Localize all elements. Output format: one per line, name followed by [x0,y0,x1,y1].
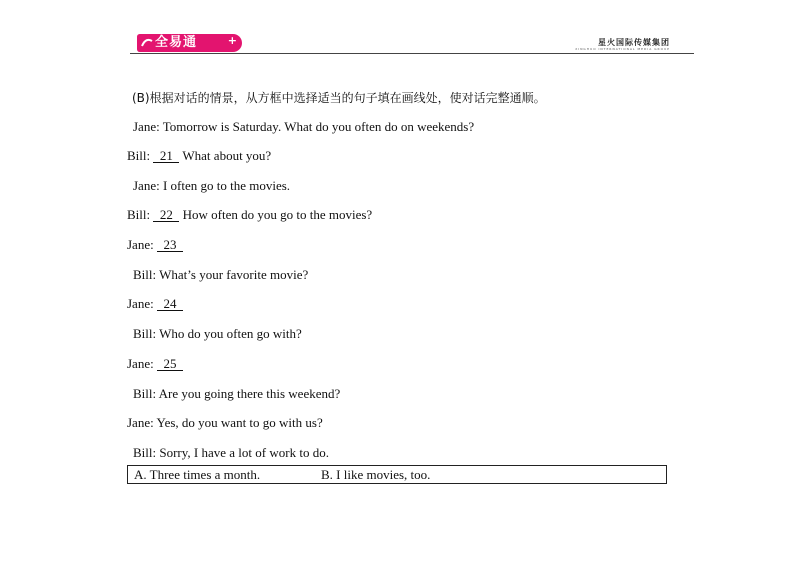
answer-blank-24[interactable]: 24 [157,297,183,311]
option-a: A. Three times a month. [134,467,261,482]
speaker: Bill: [133,386,157,401]
line-text: How often do you go to the movies? [182,207,373,222]
instruction: (B)根据对话的情景，从方框中选择适当的句子填在画线处，使对话完整通顺。 [132,91,546,105]
logo-text: 全易通 [155,35,198,50]
speaker: Bill: [133,326,157,341]
dialogue-line [127,296,183,312]
speaker: Bill: [127,207,151,222]
publisher-subtitle: XINGHUO INTERNATIONAL MEDIA GROUP [575,47,670,51]
answer-blank-21[interactable]: 21 [153,149,179,163]
speaker: Bill: [133,267,157,282]
dialogue-line [127,237,183,253]
speaker: Jane: [127,415,154,430]
dialogue-line [133,326,302,342]
answer-blank-22[interactable]: 22 [153,208,179,222]
dialogue-line [127,207,372,223]
line-text: Sorry, I have a lot of work to do. [159,445,329,460]
answer-blank-25[interactable]: 25 [157,357,183,371]
speaker: Bill: [127,148,151,163]
option-b: B. I like movies, too. [321,467,431,482]
line-text: Who do you often go with? [159,326,302,341]
line-text: What about you? [182,148,272,163]
logo-plus: + [227,34,238,47]
line-text: I often go to the movies. [162,178,291,193]
answer-blank-23[interactable]: 23 [157,238,183,252]
dialogue-line [133,386,340,402]
speaker: Jane: [127,296,154,311]
dialogue-line [127,415,323,431]
dialogue-line [133,119,474,135]
dialogue-line [133,178,290,194]
brand-logo [137,34,242,52]
line-text: What’s your favorite movie? [159,267,309,282]
publisher-name: 星火国际传媒集团 [598,38,670,47]
speaker: Jane: [133,178,160,193]
speaker: Jane: [127,356,154,371]
dialogue-line [127,148,271,164]
line-text: Tomorrow is Saturday. What do you often do on weekends? [162,119,475,134]
line-text: Are you going there this weekend? [158,386,341,401]
options-box [127,465,667,484]
dialogue-line [133,267,308,283]
swoosh-icon [141,37,153,49]
dialogue-line [133,445,329,461]
dialogue-line [127,356,183,372]
speaker: Bill: [133,445,157,460]
line-text: Yes, do you want to go with us? [156,415,323,430]
speaker: Jane: [133,119,160,134]
header-divider [130,53,694,54]
speaker: Jane: [127,237,154,252]
